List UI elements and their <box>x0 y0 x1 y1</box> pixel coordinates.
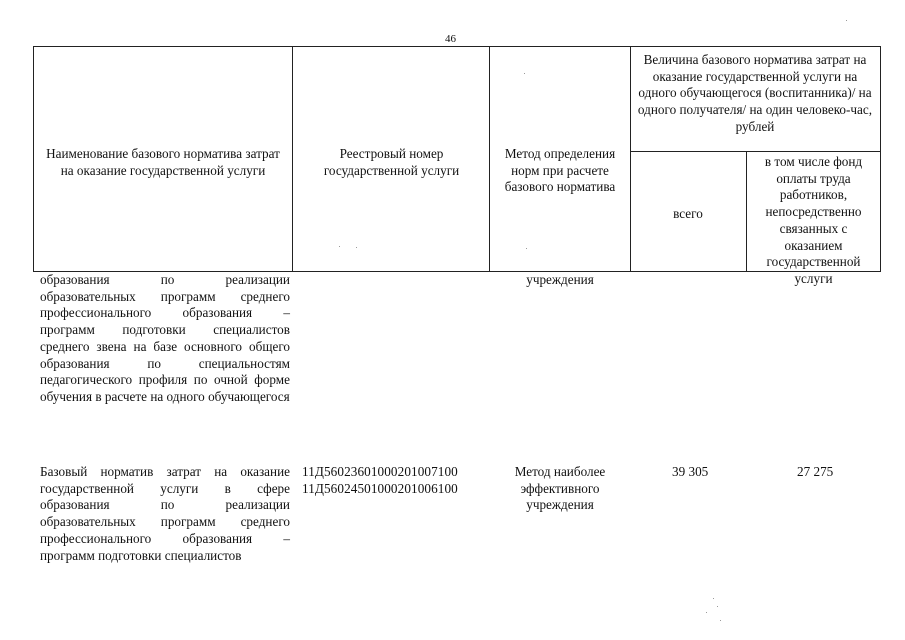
header-name-label: Наименование базового норматива затрат на оказание государственной услуги <box>46 146 280 178</box>
header-divider-4 <box>746 151 747 272</box>
scan-speck <box>526 248 527 249</box>
header-right-border <box>880 46 881 272</box>
scan-speck <box>356 247 357 248</box>
row-name-continued: образования по реализации образовательных программ среднего профессионального образования – программ подготовки специалистов среднего звена на базе основного общего образования по специальностям педагогического профиля по очной форме обучения в расчете на одного обучающегося <box>40 272 290 404</box>
header-registry-label: Реестровый номер государственной услуги <box>323 146 460 178</box>
header-subrow-border <box>630 151 881 152</box>
row-method-continued: учреждения <box>526 272 594 287</box>
header-top-border <box>33 46 881 47</box>
scan-speck <box>339 246 340 247</box>
header-divider-3 <box>630 46 631 272</box>
row-name: Базовый норматив затрат на оказание государственной услуги в сфере образования по реализации образовательных программ среднего профессионального образования – программ подготовки специалистов <box>40 464 290 563</box>
row-registry-number-1: 11Д56023601000201007100 <box>302 464 458 479</box>
scan-speck <box>846 20 847 21</box>
header-incl-label: в том числе фонд оплаты труда работников, непосредственно связанных с оказанием государственной услуги <box>764 154 863 286</box>
scan-speck <box>720 620 721 621</box>
row-method: Метод наиболее эффективного учреждения <box>514 464 606 513</box>
header-divider-2 <box>489 46 490 272</box>
scan-speck <box>713 598 714 599</box>
row-registry-number-2: 11Д56024501000201006100 <box>302 481 458 496</box>
scan-speck <box>524 73 525 74</box>
scan-speck <box>717 606 718 607</box>
header-amount-label: Величина базового норматива затрат на оказание государственной услуги на одного обучающегося (воспитанника)/ на одного получателя/ на один человеко-час, рублей <box>637 52 873 134</box>
header-method-label: Метод определения норм при расчете базового норматива <box>504 146 616 195</box>
page-number: 46 <box>445 33 456 45</box>
row-total-value: 39 305 <box>672 464 709 479</box>
header-divider-1 <box>292 46 293 272</box>
row-incl-value: 27 275 <box>797 464 834 479</box>
header-total-label: всего <box>673 206 703 221</box>
scan-speck <box>706 612 707 613</box>
header-left-border <box>33 46 34 272</box>
